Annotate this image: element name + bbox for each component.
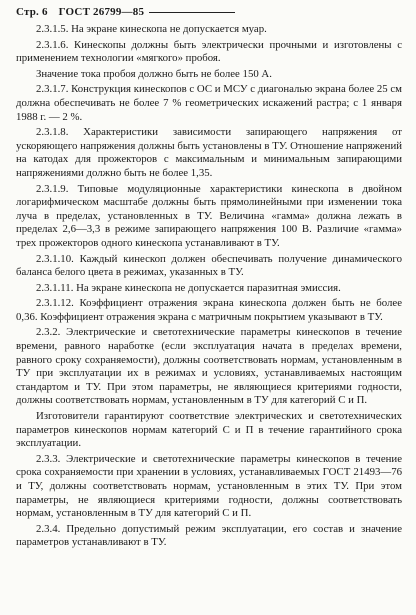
page-number: Стр. 6 xyxy=(16,6,48,18)
paragraph-2-3-1-8: 2.3.1.8. Характеристики зависимости запирающего напряжения от ускоряющего напряжения должны быть установлены в ТУ. Отношение напряжений на катодах для прожекторов с максимальным и минимальным запирающими напряжениями должно быть не более 1,35. xyxy=(16,126,402,179)
header-rule xyxy=(149,12,235,13)
paragraph-2-3-4: 2.3.4. Предельно допустимый режим эксплуатации, его состав и значение параметров устанавливают в ТУ. xyxy=(16,522,402,549)
paragraph-guarantee: Изготовители гарантируют соответствие электрических и светотехнических параметров кинескопов нормам категорий С и П в течение гарантийного срока эксплуатации. xyxy=(16,410,402,450)
paragraph-2-3-2: 2.3.2. Электрические и светотехнические параметры кинескопов в течение времени, равного наработке (если эксплуатация начата в пределах времени, равного сроку сохраняемости), должны соответствовать нормам, установленным в ТУ при эксплуатации их в режимах и условиях, устанавливаемых настоящим стандартом и ТУ. При этом параметры, не являющиеся критериями годности, должны соответствовать нормам, установленным в ТУ для категорий С и П. xyxy=(16,326,402,407)
paragraph-breakdown-current: Значение тока пробоя должно быть не более 150 А. xyxy=(36,67,272,80)
page-header xyxy=(16,6,402,18)
standard-code: ГОСТ 26799—85 xyxy=(58,6,145,18)
paragraph-2-3-1-10: 2.3.1.10. Каждый кинескоп должен обеспечивать получение динамического баланса белого цвета в режимах, указанных в ТУ. xyxy=(16,252,402,279)
paragraph-2-3-1-12: 2.3.1.12. Коэффициент отражения экрана кинескопа должен быть не более 0,36. Коэффициент отражения экрана с матричным покрытием указывают в ТУ. xyxy=(16,297,402,323)
paragraph-2-3-1-11: 2.3.1.11. На экране кинескопа не допускается паразитная эмиссия. xyxy=(36,281,341,294)
paragraph-2-3-3: 2.3.3. Электрические и светотехнические параметры кинескопов в течение срока сохраняемости при хранении в условиях, устанавливаемых ГОСТ 21493—76 и ТУ, должны соответствовать нормам, установленным в этих ТУ. При этом параметры, не являющиеся критериями годности, должны соответствовать нормам, установленным в ТУ для категорий С и П. xyxy=(16,452,402,520)
paragraph-2-3-1-5: 2.3.1.5. На экране кинескопа не допускается муар. xyxy=(36,23,267,35)
document-body xyxy=(16,23,402,550)
paragraph-2-3-1-7: 2.3.1.7. Конструкция кинескопов с ОС и МСУ с диагональю экрана более 25 см должна обеспечивать не более 7 % геометрических искажений растра; с 1 января 1988 г. — 2 %. xyxy=(16,83,402,123)
paragraph-2-3-1-6: 2.3.1.6. Кинескопы должны быть электрически прочными и изготовлены с применением технологии «мягкого» пробоя. xyxy=(16,38,402,65)
paragraph-2-3-1-9: 2.3.1.9. Типовые модуляционные характеристики кинескопа в двойном логарифмическом масштабе должны быть прямолинейными при изменении тока луча в пределах, установленных в ТУ. Величина «гамма» должна лежать в пределах 2,6—3,3 в режиме запирающего напряжения 100 В. Различие «гамма» трех прожекторов одного кинескопа устанавливают в ТУ. xyxy=(16,182,402,249)
